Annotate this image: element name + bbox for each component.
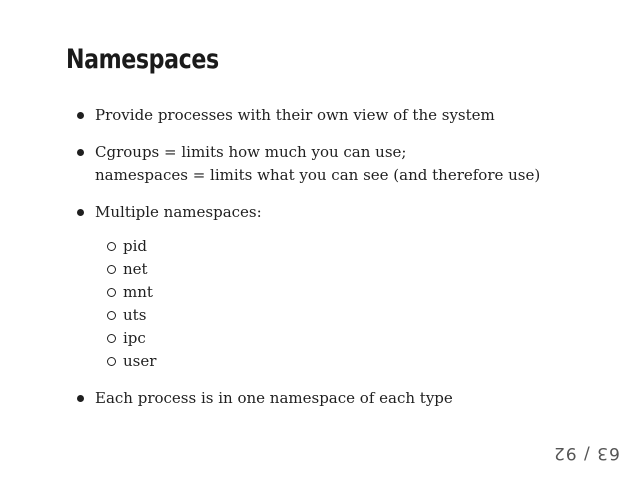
bullet-item-cgroups (76, 141, 616, 187)
sublist-item-mnt (107, 281, 616, 304)
bullet-list (76, 104, 616, 410)
bullet-item-multiple-namespaces (76, 201, 616, 373)
circle-bullet-icon (107, 288, 116, 297)
circle-bullet-icon (107, 242, 116, 251)
slide-title: Namespaces (66, 44, 219, 75)
circle-bullet-icon (107, 311, 116, 320)
bullet-dot-icon (77, 112, 84, 119)
sublist-item-label: ipc (123, 329, 146, 347)
circle-bullet-icon (107, 265, 116, 274)
sublist-item-label: user (123, 352, 157, 370)
sublist-item-label: uts (123, 306, 147, 324)
sublist-item-uts (107, 304, 616, 327)
circle-bullet-icon (107, 357, 116, 366)
bullet-item-each-process (76, 387, 616, 410)
bullet-text: Each process is in one namespace of each type (95, 389, 453, 407)
bullet-dot-icon (77, 149, 84, 156)
bullet-item-own-view (76, 104, 616, 127)
sublist-item-label: pid (123, 237, 148, 255)
circle-bullet-icon (107, 334, 116, 343)
sublist-item-pid (107, 235, 616, 258)
namespace-sublist (95, 235, 616, 373)
sublist-item-label: net (123, 260, 148, 278)
sublist-item-ipc (107, 327, 616, 350)
page-number: 63 / 92 (553, 443, 620, 463)
bullet-dot-icon (77, 209, 84, 216)
bullet-text: Provide processes with their own view of the system (95, 106, 495, 124)
bullet-text-continuation: namespaces = limits what you can see (and therefore use) (95, 166, 541, 184)
sublist-item-net (107, 258, 616, 281)
bullet-text: Cgroups = limits how much you can use; (95, 143, 407, 161)
sublist-item-label: mnt (123, 283, 153, 301)
sublist-item-user (107, 350, 616, 373)
bullet-text: Multiple namespaces: (95, 203, 262, 221)
slide-content (76, 104, 616, 424)
bullet-dot-icon (77, 395, 84, 402)
